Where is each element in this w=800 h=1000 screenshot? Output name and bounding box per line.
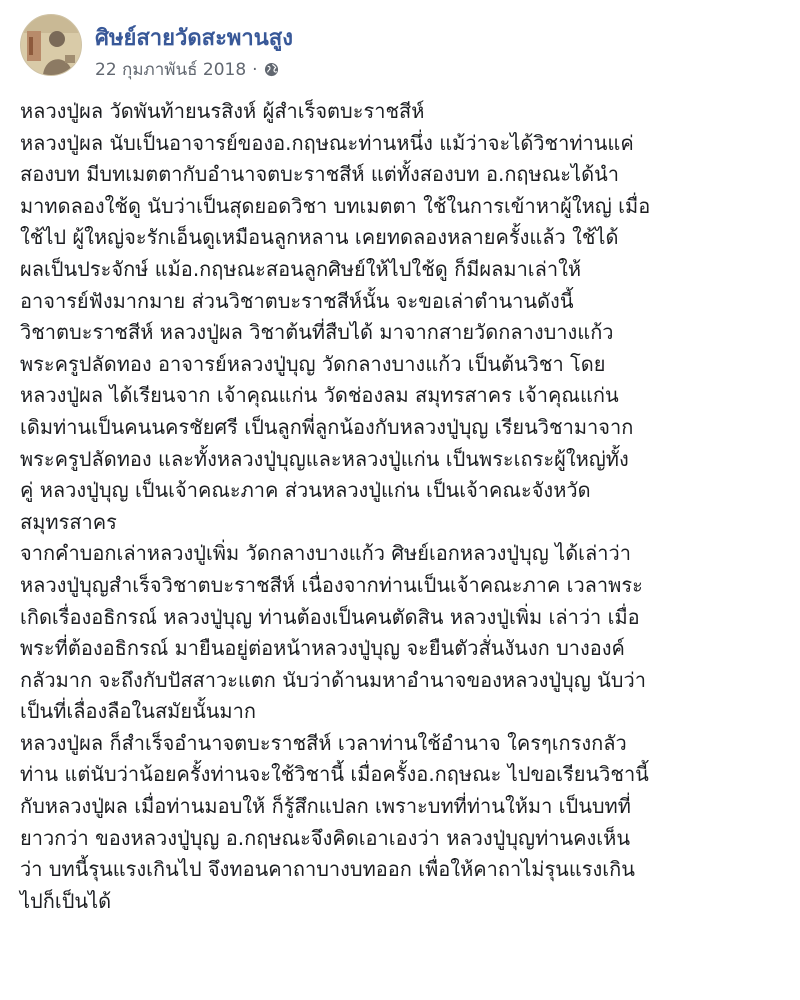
post-text-line: ผลเป็นประจักษ์ แม้อ.กฤษณะสอนลูกศิษย์ให้ไปใช้ดู ก็มีผลมาเล่าให้ [20, 256, 582, 281]
post-text [20, 96, 785, 917]
post-header [20, 14, 780, 80]
post-meta [95, 56, 279, 83]
post-text-line: กลัวมาก จะถึงกับปัสสาวะแตก นับว่าด้านมหาอำนาจของหลวงปู่บุญ นับว่า [20, 667, 646, 692]
post-text-line: กับหลวงปู่ผล เมื่อท่านมอบให้ ก็รู้สึกแปลก เพราะบทที่ท่านให้มา เป็นบทที่ [20, 794, 631, 819]
post-text-line: ท่าน แต่นับว่าน้อยครั้งท่านจะใช้วิชานี้ เมื่อครั้งอ.กฤษณะ ไปขอเรียนวิชานี้ [20, 762, 649, 787]
post-text-line: ไปก็เป็นได้ [20, 888, 112, 913]
post-text-line: ใช้ไป ผู้ใหญ่จะรักเอ็นดูเหมือนลูกหลาน เคยทดลองหลายครั้งแล้ว ใช้ได้ [20, 225, 619, 250]
post-text-line: คู่ หลวงปู่บุญ เป็นเจ้าคณะภาค ส่วนหลวงปู่แก่น เป็นเจ้าคณะจังหวัด [20, 478, 591, 503]
post-text-line: มาทดลองใช้ดู นับว่าเป็นสุดยอดวิชา บทเมตตา ใช้ในการเข้าหาผู้ใหญ่ เมื่อ [20, 193, 651, 218]
post-date[interactable]: 22 กุมภาพันธ์ 2018 [95, 60, 247, 80]
avatar[interactable] [20, 14, 82, 76]
post-text-line: เกิดเรื่องอธิกรณ์ หลวงปู่บุญ ท่านต้องเป็นคนตัดสิน หลวงปู่เพิ่ม เล่าว่า เมื่อ [20, 604, 640, 629]
meta-separator: · [252, 59, 258, 80]
globe-icon[interactable] [264, 62, 279, 77]
post-text-line: สองบท มีบทเมตตากับอำนาจตบะราชสีห์ แต่ทั้งสองบท อ.กฤษณะได้นำ [20, 162, 619, 187]
post-text-line: จากคำบอกเล่าหลวงปู่เพิ่ม วัดกลางบางแก้ว ศิษย์เอกหลวงปู่บุญ ได้เล่าว่า [20, 541, 631, 566]
post-text-line: หลวงปู่บุญสำเร็จวิชาตบะราชสีห์ เนื่องจากท่านเป็นเจ้าคณะภาค เวลาพระ [20, 572, 643, 597]
post-text-line: เดิมท่านเป็นคนนครชัยศรี เป็นลูกพี่ลูกน้องกับหลวงปู่บุญ เรียนวิชามาจาก [20, 414, 634, 439]
post-text-line: พระครูปลัดทอง อาจารย์หลวงปู่บุญ วัดกลางบางแก้ว เป็นต้นวิชา โดย [20, 351, 606, 376]
post-text-line: หลวงปู่ผล ได้เรียนจาก เจ้าคุณแก่น วัดช่องลม สมุทรสาคร เจ้าคุณแก่น [20, 383, 619, 408]
post-text-line: ว่า บทนี้รุนแรงเกินไป จึงทอนคาถาบางบทออก เพื่อให้คาถาไม่รุนแรงเกิน [20, 857, 635, 882]
post-text-line: พระครูปลัดทอง และทั้งหลวงปู่บุญและหลวงปู่แก่น เป็นพระเถระผู้ใหญ่ทั้ง [20, 446, 629, 471]
avatar-image [21, 15, 81, 75]
post-text-line: เป็นที่เลื่องลือในสมัยนั้นมาก [20, 699, 256, 724]
post-text-line: อาจารย์ฟังมากมาย ส่วนวิชาตบะราชสีห์นั้น จะขอเล่าตำนานดังนี้ [20, 288, 574, 313]
post-text-line: สมุทรสาคร [20, 509, 117, 534]
post-text-line: หลวงปู่ผล นับเป็นอาจารย์ของอ.กฤษณะท่านหนึ่ง แม้ว่าจะได้วิชาท่านแค่ [20, 130, 634, 155]
page-name-link[interactable]: ศิษย์สายวัดสะพานสูง [95, 26, 293, 51]
post-text-line: ยาวกว่า ของหลวงปู่บุญ อ.กฤษณะจึงคิดเอาเองว่า หลวงปู่บุญท่านคงเห็น [20, 825, 630, 850]
post-text-line: วิชาตบะราชสีห์ หลวงปู่ผล วิชาต้นที่สืบได้ มาจากสายวัดกลางบางแก้ว [20, 320, 614, 345]
post-text-line: หลวงปู่ผล ก็สำเร็จอำนาจตบะราชสีห์ เวลาท่านใช้อำนาจ ใครๆเกรงกลัว [20, 730, 627, 755]
post-text-line: พระที่ต้องอธิกรณ์ มายืนอยู่ต่อหน้าหลวงปู่บุญ จะยืนตัวสั่นงันงก บางองค์ [20, 636, 625, 661]
post-text-line: หลวงปู่ผล วัดพันท้ายนรสิงห์ ผู้สำเร็จตบะราชสีห์ [20, 99, 425, 123]
